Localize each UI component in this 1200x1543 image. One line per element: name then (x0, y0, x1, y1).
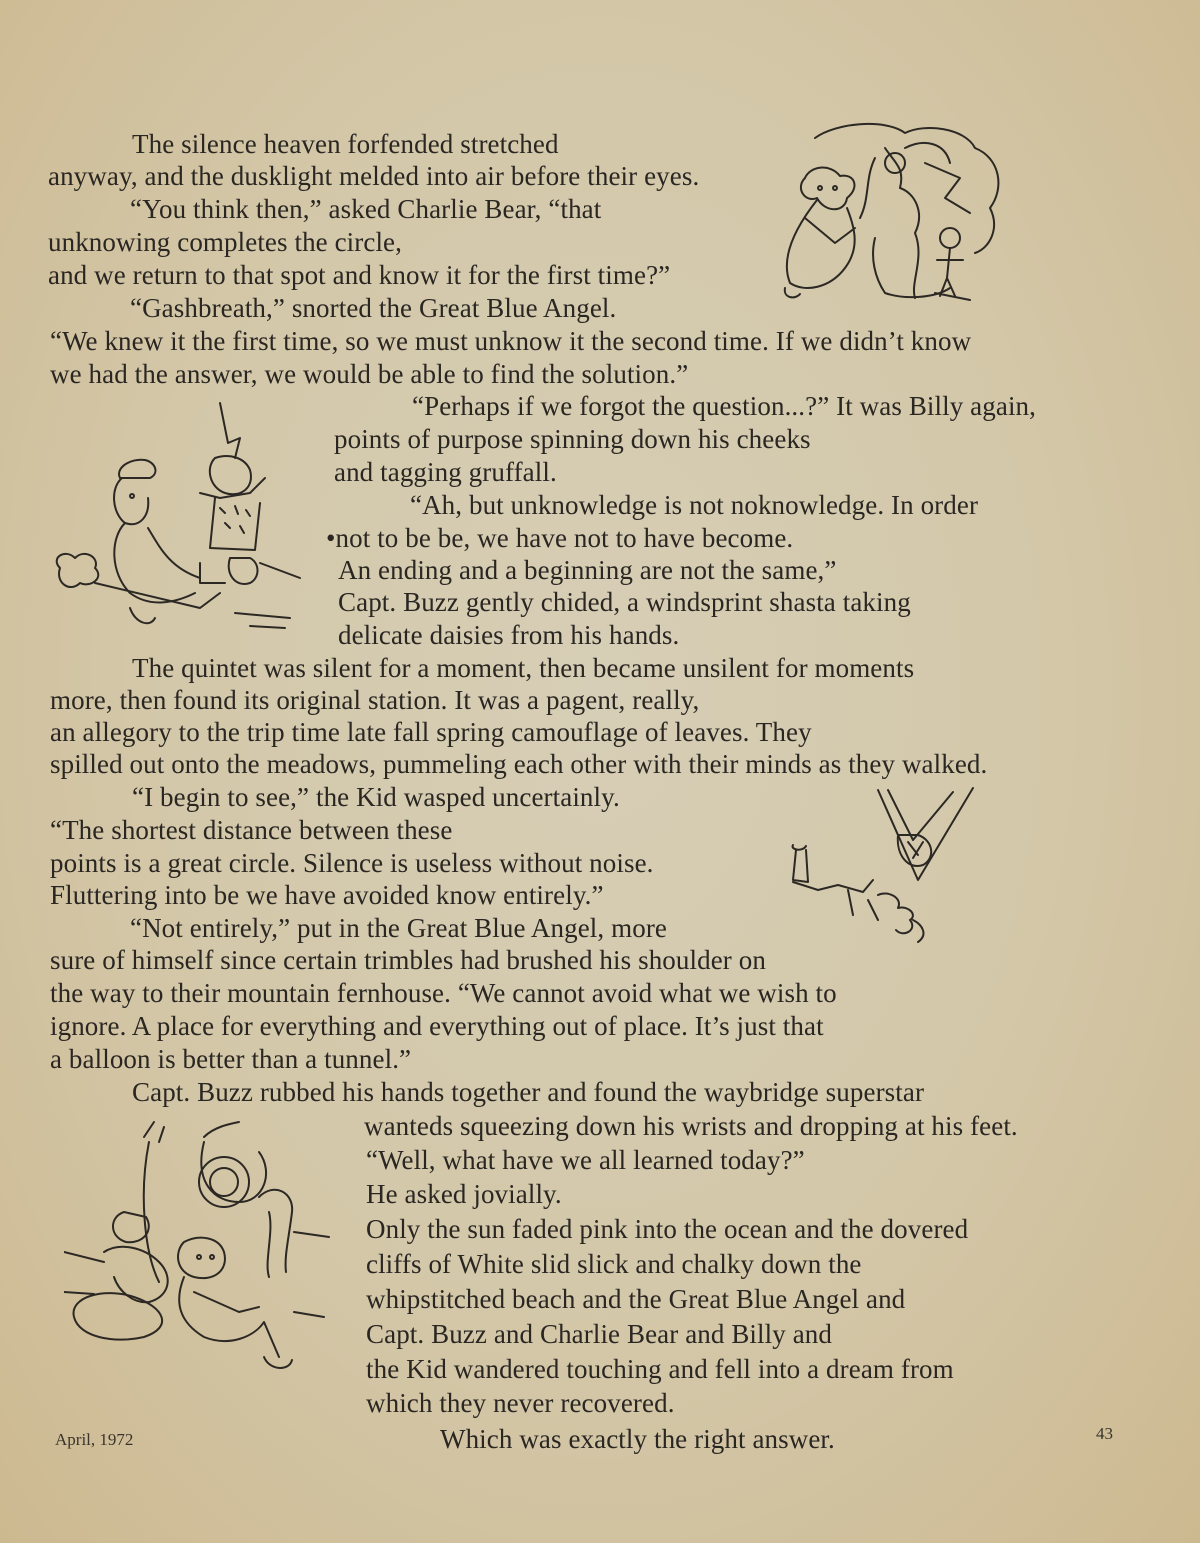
capt-buzz-illustration (50, 398, 312, 638)
story-line: we had the answer, we would be able to find the solution.” (50, 359, 689, 389)
story-line: “The shortest distance between these (50, 815, 453, 845)
story-line: •not to be be, we have not to have become. (326, 523, 794, 553)
story-line: “We knew it the first time, so we must unknow it the second time. If we didn’t know (50, 326, 972, 356)
story-line: Capt. Buzz and Charlie Bear and Billy and (366, 1319, 832, 1349)
story-line: “Ah, but unknowledge is not noknowledge. In order (410, 490, 979, 520)
story-line: “Gashbreath,” snorted the Great Blue Angel. (130, 293, 617, 323)
angel-bear-illustration (775, 118, 1015, 313)
story-line: anyway, and the dusklight melded into air before their eyes. (48, 161, 700, 191)
story-line: and tagging gruffall. (334, 457, 557, 487)
story-line: “Not entirely,” put in the Great Blue Angel, more (130, 913, 667, 943)
story-line: points is a great circle. Silence is useless without noise. (50, 848, 654, 878)
story-line: the way to their mountain fernhouse. “We cannot avoid what we wish to (50, 978, 837, 1008)
story-line: sure of himself since certain trimbles had brushed his shoulder on (50, 945, 766, 975)
story-line: and we return to that spot and know it for the first time?” (48, 260, 671, 290)
story-line: the Kid wandered touching and fell into a dream from (366, 1354, 954, 1384)
story-line: “Perhaps if we forgot the question...?” It was Billy again, (412, 391, 1036, 421)
story-line: The silence heaven forfended stretched (132, 129, 559, 159)
story-line: more, then found its original station. It was a pagent, really, (50, 685, 700, 715)
story-line: ignore. A place for everything and everything out of place. It’s just that (50, 1011, 824, 1041)
balloon-illustration (778, 780, 978, 955)
story-line: Only the sun faded pink into the ocean and the dovered (366, 1214, 969, 1244)
story-line: An ending and a beginning are not the same,” (338, 555, 837, 585)
story-line: “You think then,” asked Charlie Bear, “that (130, 194, 602, 224)
story-line: an allegory to the trip time late fall spring camouflage of leaves. They (50, 717, 812, 747)
story-line: which they never recovered. (366, 1388, 675, 1418)
story-line: “Well, what have we all learned today?” (366, 1145, 805, 1175)
story-line: Capt. Buzz gently chided, a windsprint shasta taking (338, 587, 911, 617)
story-line: wanteds squeezing down his wrists and dropping at his feet. (364, 1111, 1018, 1141)
story-line: Capt. Buzz rubbed his hands together and found the waybridge superstar (132, 1077, 925, 1107)
story-line: points of purpose spinning down his cheeks (334, 424, 811, 454)
story-line: cliffs of White slid slick and chalky down the (366, 1249, 862, 1279)
sleeping-figures-illustration (64, 1112, 334, 1382)
story-line: The quintet was silent for a moment, then became unsilent for moments (132, 653, 915, 683)
story-line: spilled out onto the meadows, pummeling each other with their minds as they walked. (50, 749, 988, 779)
page-number: 43 (1096, 1424, 1113, 1443)
story-line: a balloon is better than a tunnel.” (50, 1044, 412, 1074)
story-line: unknowing completes the circle, (48, 227, 402, 257)
issue-date: April, 1972 (55, 1430, 134, 1449)
story-line: whipstitched beach and the Great Blue Angel and (366, 1284, 906, 1314)
story-line: Fluttering into be we have avoided know entirely.” (50, 880, 604, 910)
story-line: delicate daisies from his hands. (338, 620, 680, 650)
story-line: “I begin to see,” the Kid wasped uncertainly. (132, 782, 620, 812)
story-line: Which was exactly the right answer. (440, 1424, 835, 1454)
story-line: He asked jovially. (366, 1179, 562, 1209)
